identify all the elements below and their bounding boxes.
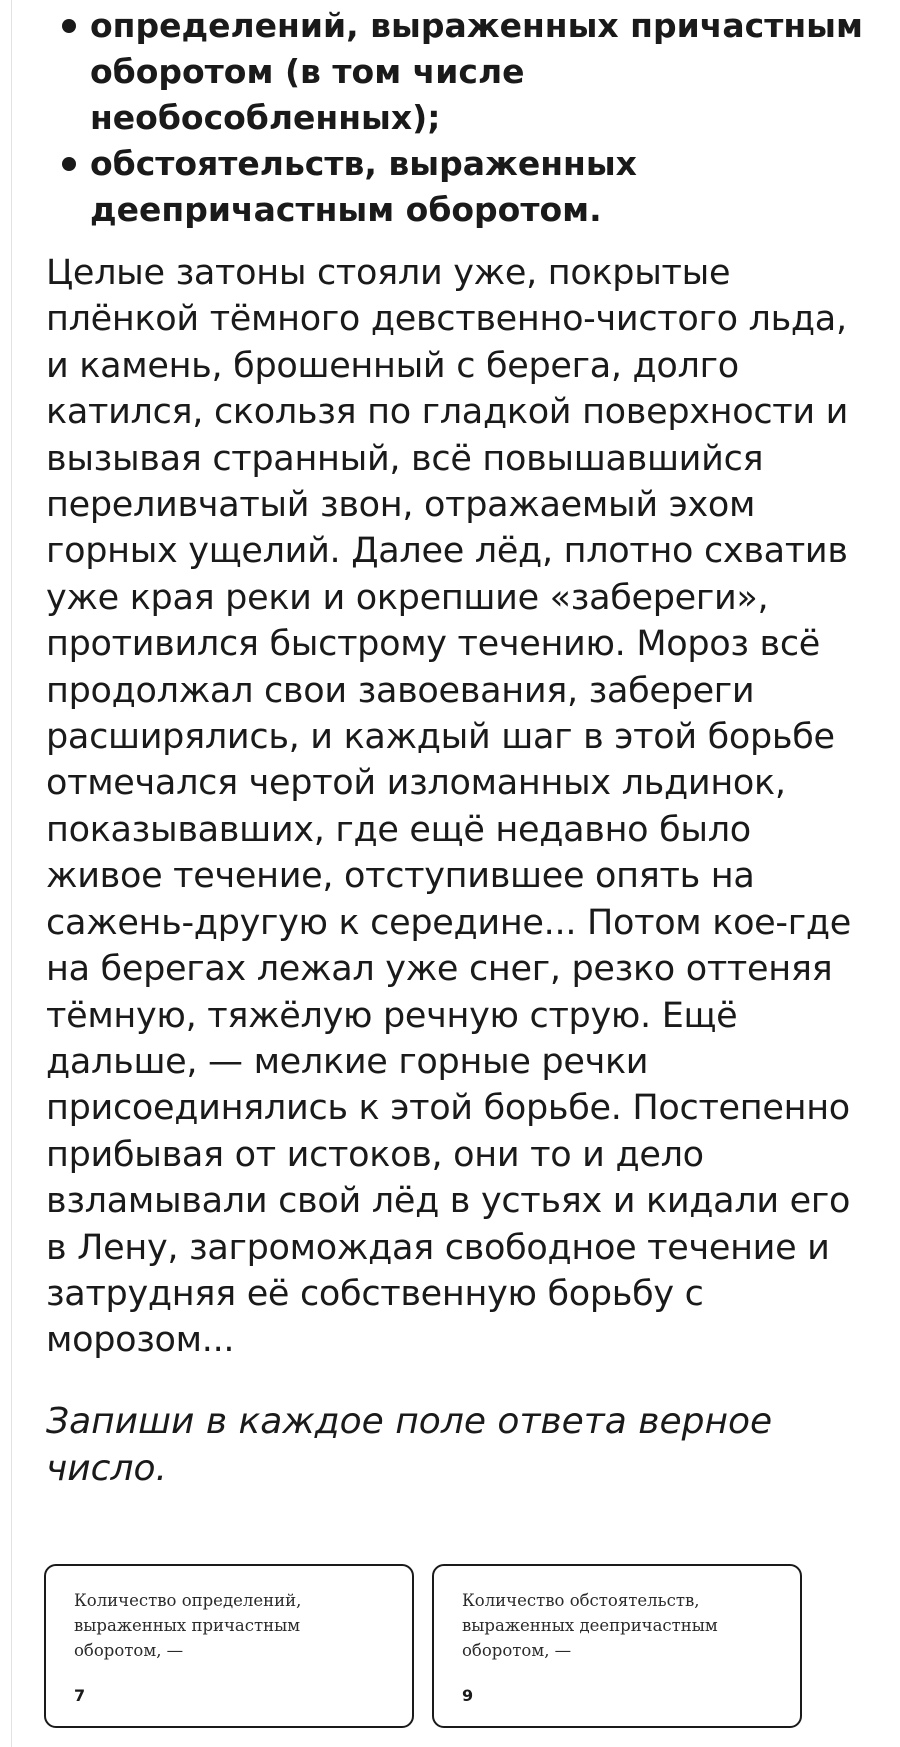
bullet-icon [62,19,76,33]
list-item [46,3,866,141]
criteria-text: обстоятельств, выраженных деепричастным оборотом. [90,144,637,229]
answer-field-value[interactable]: 9 [462,1686,474,1705]
answer-fields [44,1564,802,1728]
bullet-icon [62,157,76,171]
answer-field-value[interactable]: 7 [74,1686,86,1705]
left-border-rule [11,0,12,1747]
answer-field-label: Количество определений, выраженных причастным оборотом, — [74,1591,302,1660]
answer-field-adverbial-participles[interactable] [432,1564,802,1728]
task-instruction: Запиши в каждое поле ответа верное число. [46,1400,773,1489]
criteria-text: определений, выраженных причастным оборотом (в том числе необособленных); [90,6,863,137]
answer-field-participles[interactable] [44,1564,414,1728]
text-passage: Целые затоны стояли уже, покрытые плёнкой тёмного девственно-чистого льда, и камень, брошенный с берега, долго катился, скользя по гладкой поверхности и вызывая странный, всё повышавшийся переливчатый звон, отражаемый эхом горных ущелий. Далее лёд, плотно схватив уже края реки и окрепшие «забереги», противился быстрому течению. Мороз всё продолжал свои завоевания, забереги расширялись, и каждый шаг в этой борьбе отмечался чертой изломанных льдинок, показывавших, где ещё недавно было живое течение, отступившее опять на сажень-другую к середине... Потом кое-где на берегах лежал уже снег, резко оттеняя тёмную, тяжёлую речную струю. Ещё дальше, — мелкие горные речки присоединялись к этой борьбе. Постепенно прибывая от истоков, они то и дело взламывали свой лёд в устьях и кидали его в Лену, загромождая свободное течение и затрудняя её собственную борьбу с морозом... [46,253,851,1361]
criteria-list [46,3,866,233]
answer-field-label: Количество обстоятельств, выраженных деепричастным оборотом, — [462,1591,718,1660]
task-content [46,0,866,1492]
list-item [46,141,866,233]
